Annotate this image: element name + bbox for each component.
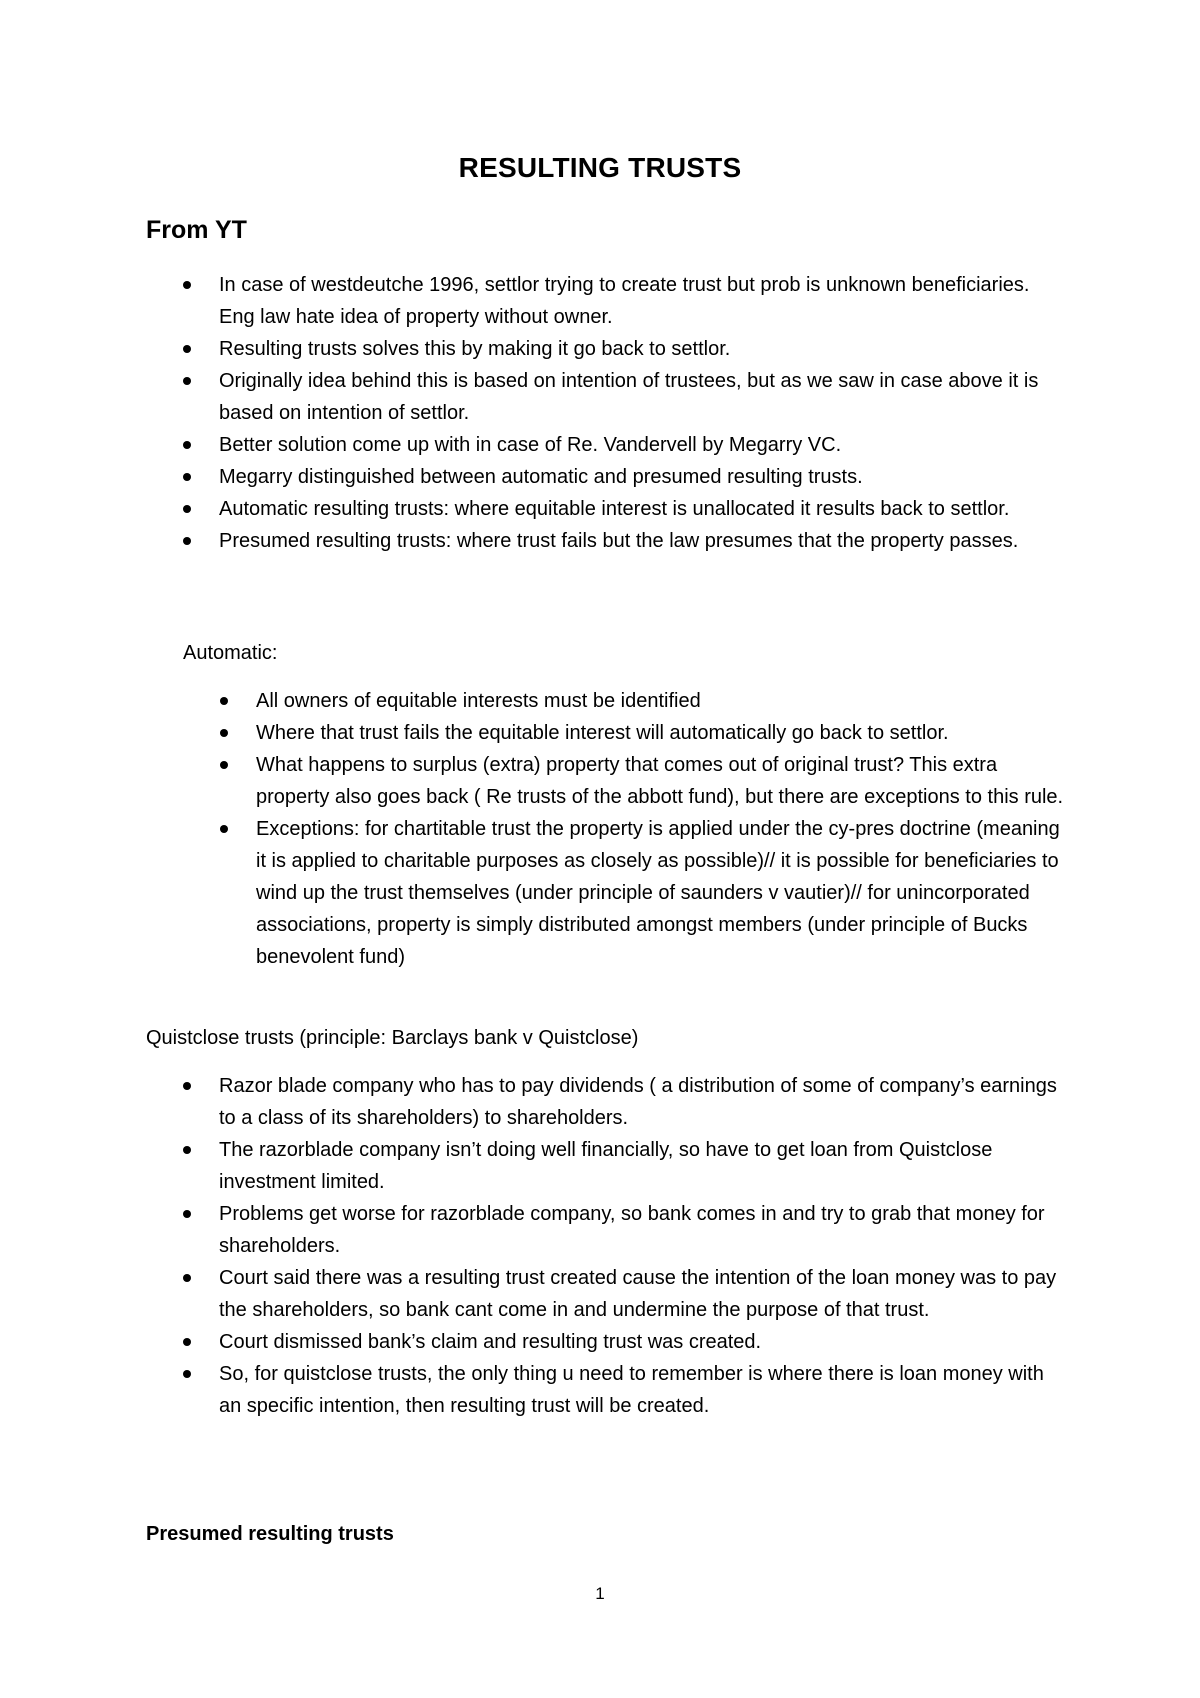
- from-yt-bullet-list: [146, 269, 1066, 557]
- automatic-label: Automatic:: [183, 642, 278, 664]
- list-item: [146, 1198, 1066, 1262]
- list-item-text: Resulting trusts solves this by making it go back to settlor.: [219, 338, 731, 360]
- quistclose-label: Quistclose trusts (principle: Barclays bank v Quistclose): [146, 1027, 639, 1049]
- bullet-icon: [183, 1370, 191, 1378]
- bullet-icon: [183, 281, 191, 289]
- bullet-icon: [183, 505, 191, 513]
- document-title: RESULTING TRUSTS: [458, 152, 742, 183]
- bullet-icon: [220, 761, 228, 769]
- list-item-text: Problems get worse for razorblade company, so bank comes in and try to grab that money for shareholders.: [219, 1203, 1045, 1257]
- list-item-text: Exceptions: for chartitable trust the property is applied under the cy-pres doctrine (meaning it is applied to charitable purposes as closely as possible)// it is possible for beneficiaries to wind up the trust themselves (under principle of saunders v vautier)// for unincorporated associations, property is simply distributed amongst members (under principle of Bucks benevolent fund): [256, 818, 1060, 968]
- list-item: [146, 461, 1066, 493]
- list-item: [146, 1326, 1066, 1358]
- list-item-text: In case of westdeutche 1996, settlor trying to create trust but prob is unknown beneficiaries. Eng law hate idea of property without owner.: [219, 274, 1030, 328]
- list-item-text: Originally idea behind this is based on intention of trustees, but as we saw in case above it is based on intention of settlor.: [219, 370, 1039, 424]
- list-item-text: The razorblade company isn’t doing well financially, so have to get loan from Quistclose investment limited.: [219, 1139, 993, 1193]
- bullet-icon: [183, 1338, 191, 1346]
- section-heading-from-yt: From YT: [146, 216, 247, 244]
- bullet-icon: [183, 377, 191, 385]
- list-item-text: What happens to surplus (extra) property that comes out of original trust? This extra property also goes back ( Re trusts of the abbott fund), but there are exceptions to this rule.: [256, 754, 1064, 808]
- list-item-text: Court dismissed bank’s claim and resulting trust was created.: [219, 1331, 762, 1353]
- bullet-icon: [183, 1274, 191, 1282]
- list-item: [146, 1134, 1066, 1198]
- list-item: [183, 717, 1073, 749]
- list-item: [146, 1262, 1066, 1326]
- list-item-text: So, for quistclose trusts, the only thing u need to remember is where there is loan money with an specific intention, then resulting trust will be created.: [219, 1363, 1044, 1417]
- list-item: [146, 429, 1066, 461]
- bullet-icon: [183, 345, 191, 353]
- list-item: [146, 269, 1066, 333]
- quistclose-bullet-list: [146, 1070, 1066, 1422]
- list-item-text: Razor blade company who has to pay dividends ( a distribution of some of company’s earnings to a class of its shareholders) to shareholders.: [219, 1075, 1057, 1129]
- list-item: [146, 1070, 1066, 1134]
- list-item-text: All owners of equitable interests must be identified: [256, 690, 701, 712]
- bullet-icon: [183, 473, 191, 481]
- automatic-bullet-list: [183, 685, 1073, 973]
- bullet-icon: [220, 729, 228, 737]
- list-item: [183, 685, 1073, 717]
- list-item: [146, 333, 1066, 365]
- list-item: [146, 525, 1066, 557]
- list-item: [183, 813, 1073, 973]
- bullet-icon: [183, 537, 191, 545]
- list-item-text: Where that trust fails the equitable interest will automatically go back to settlor.: [256, 722, 949, 744]
- bullet-icon: [183, 441, 191, 449]
- list-item: [146, 493, 1066, 525]
- page-number: 1: [595, 1584, 605, 1603]
- bullet-icon: [183, 1210, 191, 1218]
- list-item-text: Automatic resulting trusts: where equitable interest is unallocated it results back to settlor.: [219, 498, 1010, 520]
- list-item: [146, 365, 1066, 429]
- list-item-text: Megarry distinguished between automatic and presumed resulting trusts.: [219, 466, 863, 488]
- bullet-icon: [183, 1082, 191, 1090]
- list-item-text: Court said there was a resulting trust created cause the intention of the loan money was to pay the shareholders, so bank cant come in and undermine the purpose of that trust.: [219, 1267, 1057, 1321]
- list-item: [183, 749, 1073, 813]
- list-item-text: Presumed resulting trusts: where trust fails but the law presumes that the property passes.: [219, 530, 1019, 552]
- list-item: [146, 1358, 1066, 1422]
- presumed-resulting-trusts-label: Presumed resulting trusts: [146, 1523, 394, 1545]
- list-item-text: Better solution come up with in case of Re. Vandervell by Megarry VC.: [219, 434, 842, 456]
- bullet-icon: [183, 1146, 191, 1154]
- bullet-icon: [220, 697, 228, 705]
- bullet-icon: [220, 825, 228, 833]
